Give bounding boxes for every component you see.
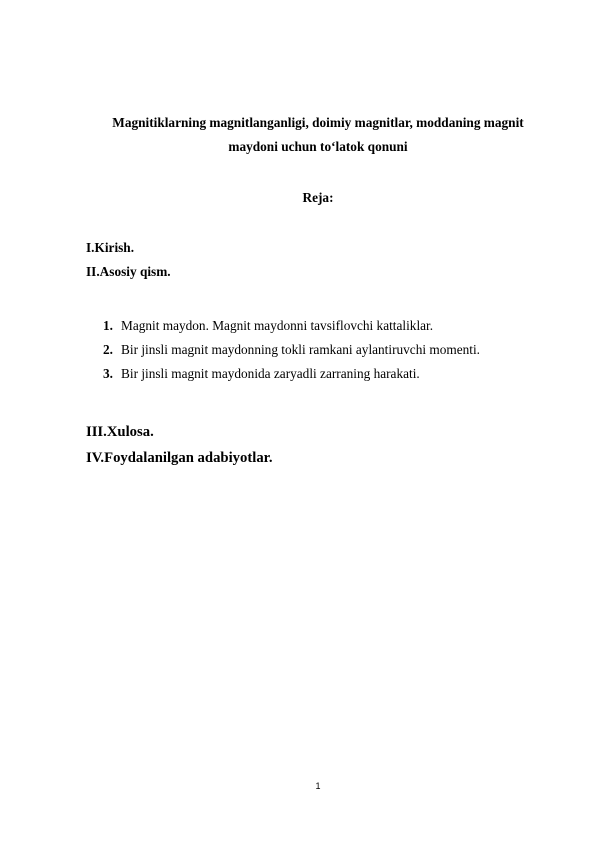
list-item: 3. Bir jinsli magnit maydonida zaryadli zarraning harakati. <box>103 366 420 381</box>
title-line-1: Magnitiklarning magnitlanganligi, doimiy magnitlar, moddaning magnit <box>112 115 524 130</box>
page-number: 1 <box>315 781 321 791</box>
list-item: 1. Magnit maydon. Magnit maydonni tavsiflovchi kattaliklar. <box>103 318 434 333</box>
section-references: IV.Foydalanilgan adabiyotlar. <box>86 450 273 466</box>
topic-list <box>103 314 480 386</box>
section-main-part: II.Asosiy qism. <box>86 264 171 279</box>
document-title <box>80 111 556 159</box>
plan-heading: Reja: <box>302 190 334 205</box>
section-conclusion: III.Xulosa. <box>86 424 154 440</box>
title-line-2: maydoni uchun to‘latok qonuni <box>228 139 408 154</box>
section-intro: I.Kirish. <box>86 240 135 255</box>
list-item: 2. Bir jinsli magnit maydonning tokli ramkani aylantiruvchi momenti. <box>103 342 480 357</box>
